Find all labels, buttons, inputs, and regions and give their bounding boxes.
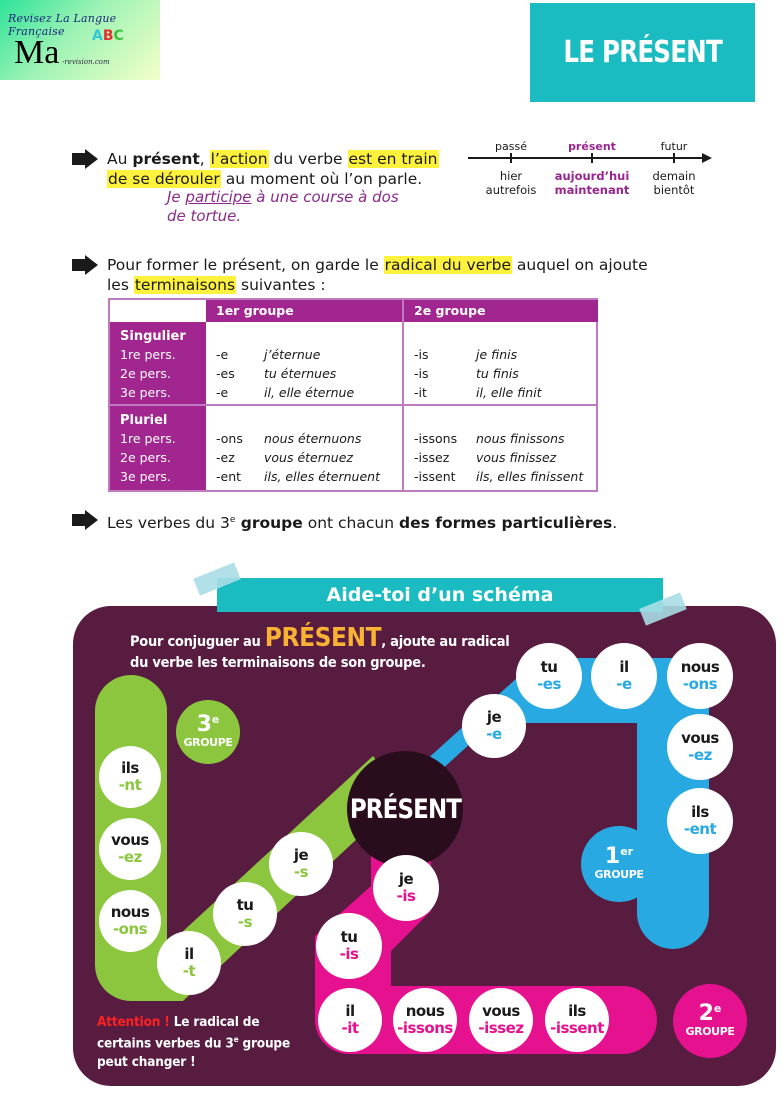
example-sentence: Je participe à une course à dos de tortue. [167,188,399,225]
conjugation-diagram [73,606,776,1086]
timeline-label-present: présent [568,140,616,153]
pill-g1-ils: ils -ent [667,788,733,854]
timeline-axis [468,157,704,159]
row-header-singular: Singulier 1re pers. 2e pers. 3e pers. [110,322,206,406]
timeline-sub-future: demain bientôt [652,169,696,197]
logo-tagline: Revisez La Langue Française [8,12,117,38]
cell-singular-group1: -e j’éternue -es tu éternues -e il, elle éternue [206,322,404,404]
pill-g2-tu: tu -is [316,913,382,979]
pill-g3-il: il -t [157,931,221,995]
page-title: LE PRÉSENT [563,35,722,70]
site-logo [0,0,160,80]
diagram-intro: Pour conjuguer au PRÉSENT, ajoute au radical du verbe les terminaisons de son groupe. [130,623,510,671]
pill-g1-je: je -e [462,694,526,758]
timeline-tick [591,153,593,163]
timeline-label-future: futur [660,140,688,153]
attention-note: Attention ! Le radical de certains verbes du 3e groupe peut changer ! [97,1014,291,1070]
logo-brand: Ma [14,34,60,71]
table-row-plural [206,406,598,490]
abc-icon: ABC [92,28,124,44]
arrow-bullet-icon [72,149,98,169]
cell-plural-group1: -ons nous éternuons -ez vous éternuez -ent ils, elles éternuent [206,406,404,490]
ribbon-title: Aide-toi d’un schéma [217,578,663,612]
third-group-paragraph: Les verbes du 3e groupe ont chacun des formes particulières. [107,514,618,533]
formation-paragraph: Pour former le présent, on garde le radical du verbe auquel on ajoute les terminaisons suivantes : [107,256,648,294]
arrow-bullet-icon [72,510,98,530]
pill-g3-nous: nous -ons [99,890,161,952]
conjugation-table [108,298,598,492]
definition-paragraph: Au présent, l’action du verbe est en train de se dérouler au moment où l’on parle. [107,150,438,188]
pill-g3-ils: ils -nt [99,746,161,808]
timeline-sub-past: hier autrefois [485,169,537,197]
pill-g3-je: je -s [269,832,333,896]
group3-badge: 3e GROUPE [176,700,240,764]
timeline-sub-present: aujourd’hui maintenant [554,169,630,197]
group2-badge: 2e GROUPE [673,984,747,1058]
table-header-row [206,300,598,322]
table-header-group1: 1er groupe [206,300,404,322]
title-banner [530,3,755,102]
pill-g2-je: je -is [373,855,439,921]
group1-badge: 1er GROUPE [581,826,657,902]
arrow-bullet-icon [72,255,98,275]
pill-g2-nous: nous -issons [393,988,457,1052]
timeline-tick [673,153,675,163]
diagram-ribbon [195,576,685,616]
table-header-group2: 2e groupe [414,303,486,318]
timeline-tick [510,153,512,163]
pill-g2-vous: vous -issez [469,988,533,1052]
timeline [468,140,718,200]
present-center-badge: PRÉSENT [347,751,463,867]
table-row-singular [206,322,598,406]
pill-g1-vous: vous -ez [667,714,733,780]
pill-g1-tu: tu -es [516,643,582,709]
pill-g3-tu: tu -s [213,882,277,946]
pill-g3-vous: vous -ez [99,818,161,880]
pill-g1-il: il -e [591,643,657,709]
pill-g1-nous: nous -ons [667,643,733,709]
cell-singular-group2: -is je finis -is tu finis -it il, elle finit [414,347,542,400]
cell-plural-group2: -issons nous finissons -issez vous finissez -issent ils, elles finissent [414,431,584,484]
logo-site: -revision.com [62,58,110,66]
pill-g2-il: il -it [318,988,382,1052]
pill-g2-ils: ils -issent [545,988,609,1052]
row-header-plural: Pluriel 1re pers. 2e pers. 3e pers. [110,406,206,490]
arrow-right-icon [702,153,712,163]
timeline-label-past: passé [495,140,527,153]
